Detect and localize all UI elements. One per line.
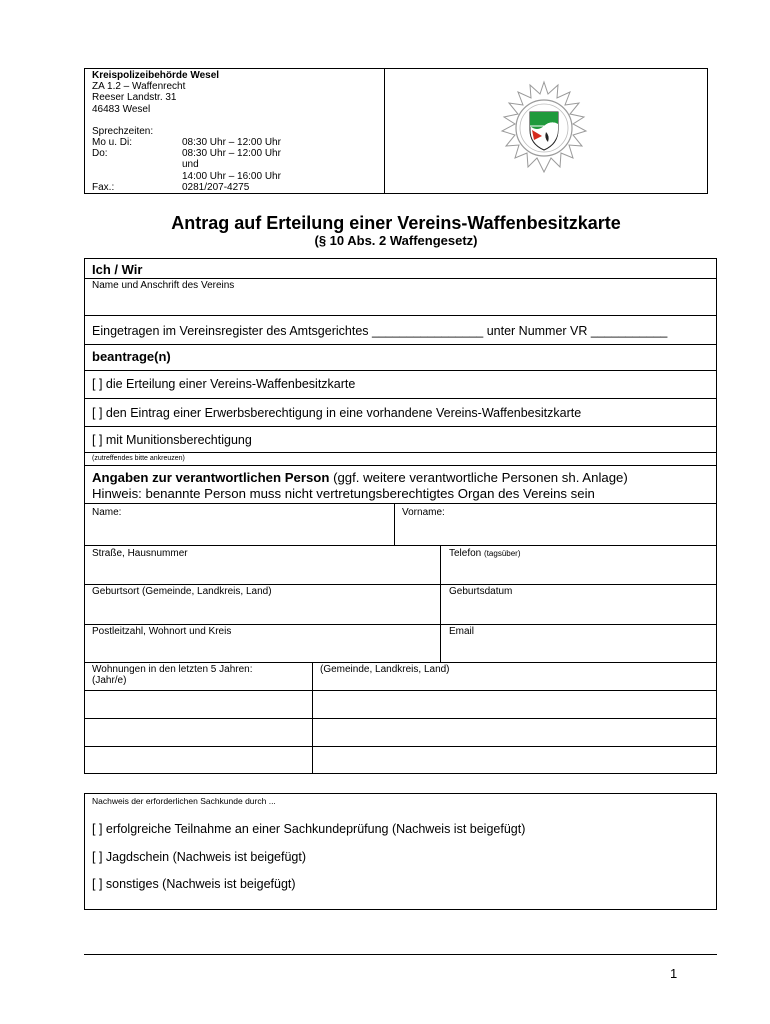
request-option-munition[interactable]: [ ] mit Munitionsberechtigung (92, 433, 252, 447)
divider (84, 718, 717, 719)
residence-years-field[interactable] (86, 720, 310, 744)
divider (84, 370, 717, 371)
hours-label: Sprechzeiten: (92, 125, 154, 137)
club-name-label: Name und Anschrift des Vereins (92, 280, 235, 291)
divider (84, 503, 717, 504)
street-label: Straße, Hausnummer (92, 548, 188, 559)
request-option-wbk[interactable]: [ ] die Erteilung einer Vereins-Waffenbesitzkarte (92, 377, 356, 391)
birthplace-label: Geburtsort (Gemeinde, Landkreis, Land) (92, 586, 272, 597)
divider (84, 315, 717, 316)
divider (84, 746, 717, 747)
divider (84, 662, 717, 663)
person-heading-bold: Angaben zur verantwortlichen Person (92, 470, 330, 485)
divider (84, 465, 717, 466)
hours-day: Do: (92, 148, 108, 160)
residences-years-label: (Jahr/e) (92, 675, 127, 686)
residence-years-field[interactable] (86, 692, 310, 716)
phone-label (449, 548, 521, 559)
address-line: 46483 Wesel (92, 103, 151, 115)
club-name-field[interactable] (86, 292, 714, 314)
name-field[interactable] (86, 519, 392, 543)
phone-field[interactable] (442, 560, 714, 582)
person-heading-note: (ggf. weitere verantwortliche Personen sh. Anlage) (329, 470, 628, 485)
residences-place-label: (Gemeinde, Landkreis, Land) (320, 664, 450, 675)
authority-address (92, 70, 219, 137)
fax-label: Fax.: (92, 181, 115, 193)
name-label: Name: (92, 507, 122, 518)
hours-time: 08:30 Uhr – 12:00 Uhr (182, 148, 281, 160)
phone-label-text: Telefon (449, 548, 482, 559)
address-line: ZA 1.2 – Waffenrecht (92, 81, 186, 93)
vorname-label: Vorname: (402, 507, 445, 518)
page-number: 1 (670, 966, 678, 981)
divider (84, 584, 717, 585)
proof-option-exam[interactable]: [ ] erfolgreiche Teilnahme an einer Sachkundeprüfung (Nachweis ist beigefügt) (92, 822, 526, 836)
applicant-heading: Ich / Wir (92, 262, 143, 277)
authority-name: Kreispolizeibehörde Wesel (92, 70, 220, 81)
birthdate-label: Geburtsdatum (449, 586, 513, 597)
email-field[interactable] (442, 638, 714, 660)
person-hint: Hinweis: benannte Person muss nicht vertretungsberechtigtes Organ des Vereins sein (92, 486, 595, 501)
fax-label-wrap (92, 182, 114, 193)
register-line[interactable]: Eingetragen im Vereinsregister des Amtsgerichtes ________________ unter Nummer VR ___________ (92, 324, 668, 338)
email-label: Email (449, 626, 475, 637)
request-heading: beantrage(n) (92, 349, 171, 364)
checkbox-note: (zutreffendes bitte ankreuzen) (92, 455, 185, 462)
divider (84, 426, 717, 427)
address-line: Reeser Landstr. 31 (92, 92, 177, 104)
proof-option-other[interactable]: [ ] sonstiges (Nachweis ist beigefügt) (92, 877, 296, 891)
hours-time: und (182, 159, 199, 171)
proof-heading: Nachweis der erforderlichen Sachkunde durch ... (92, 796, 276, 806)
birthdate-field[interactable] (442, 598, 714, 622)
form-subtitle: (§ 10 Abs. 2 Waffengesetz) (314, 233, 478, 248)
police-star-crest-icon (496, 80, 592, 176)
residence-place-field[interactable] (314, 748, 714, 772)
divider (84, 452, 717, 453)
hours-days (92, 137, 132, 159)
person-heading (92, 470, 628, 486)
street-field[interactable] (86, 560, 438, 582)
hours-day: Mo u. Di: (92, 137, 133, 148)
divider (84, 278, 717, 279)
hours-time: 14:00 Uhr – 16:00 Uhr (182, 170, 281, 182)
postal-label: Postleitzahl, Wohnort und Kreis (92, 626, 232, 637)
request-option-erwerb[interactable]: [ ] den Eintrag einer Erwerbsberechtigung in eine vorhandene Vereins-Waffenbesitzkarte (92, 406, 582, 420)
residences-label (92, 664, 253, 686)
divider (84, 398, 717, 399)
divider (84, 545, 717, 546)
phone-label-note: (tagsüber) (484, 549, 521, 558)
hours-times (182, 137, 281, 193)
hours-time: 08:30 Uhr – 12:00 Uhr (182, 137, 281, 148)
residences-label-text: Wohnungen in den letzten 5 Jahren: (92, 664, 253, 675)
divider (440, 545, 441, 662)
divider (84, 690, 717, 691)
residence-place-field[interactable] (314, 720, 714, 744)
header-divider (384, 68, 385, 194)
fax-number: 0281/207-4275 (182, 181, 250, 193)
divider (84, 624, 717, 625)
divider (84, 344, 717, 345)
proof-option-hunting[interactable]: [ ] Jagdschein (Nachweis ist beigefügt) (92, 850, 306, 864)
divider (394, 503, 395, 545)
birthplace-field[interactable] (86, 598, 438, 622)
residence-place-field[interactable] (314, 692, 714, 716)
form-title: Antrag auf Erteilung einer Vereins-Waffenbesitzkarte (171, 213, 621, 233)
postal-field[interactable] (86, 638, 438, 660)
footer-rule (84, 954, 717, 955)
vorname-field[interactable] (396, 519, 714, 543)
residence-years-field[interactable] (86, 748, 310, 772)
